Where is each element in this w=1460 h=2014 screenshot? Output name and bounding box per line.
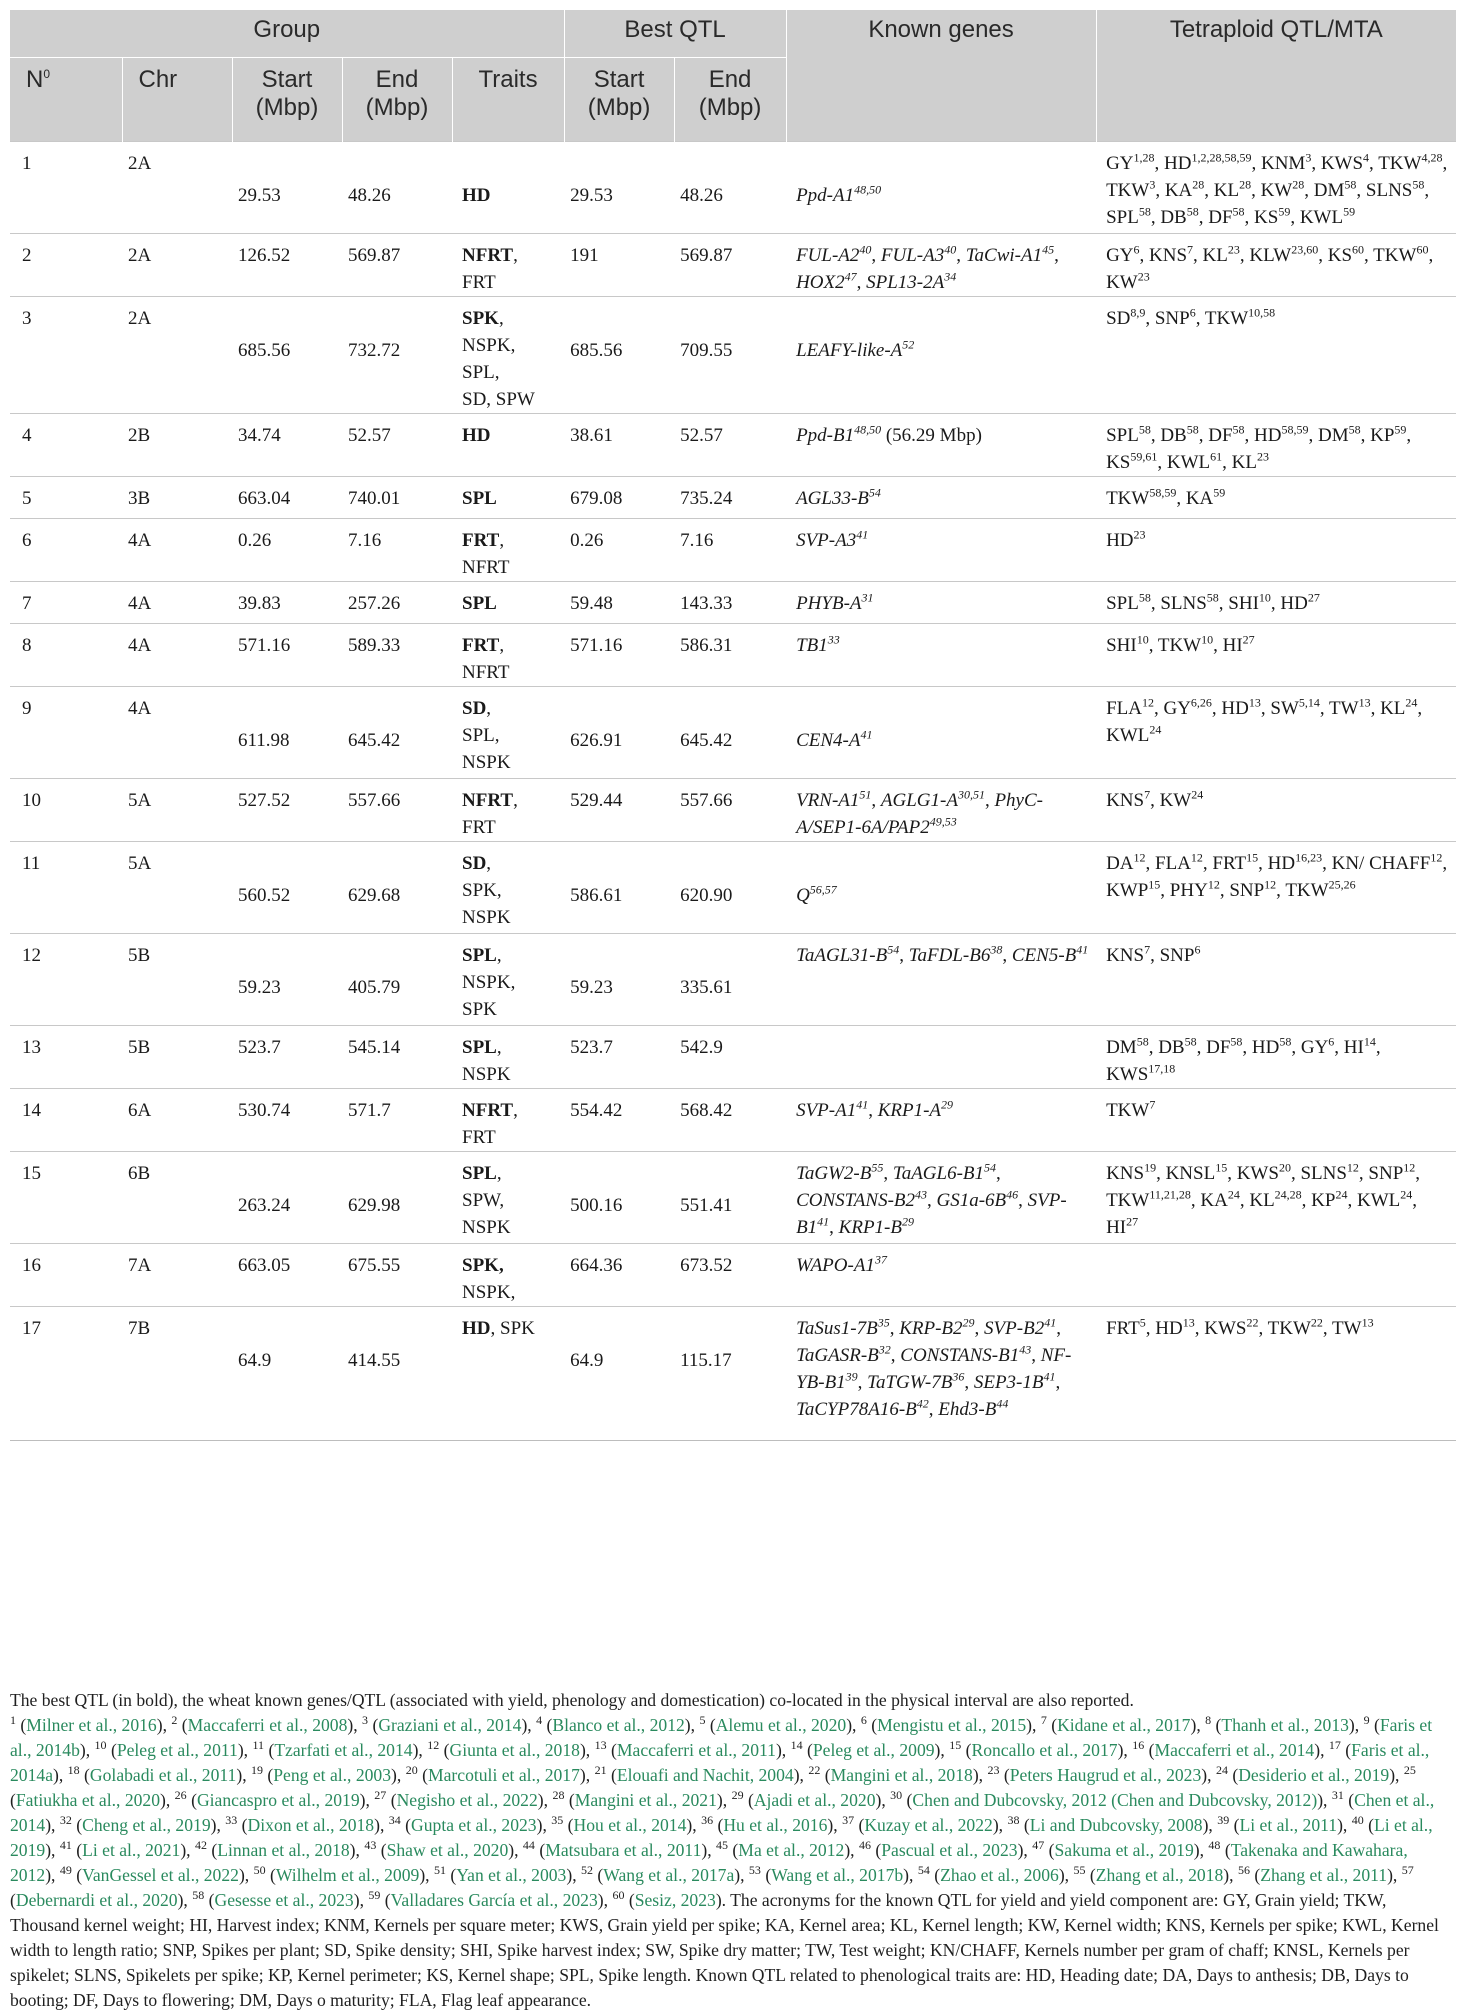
table-row <box>10 477 1456 519</box>
header-traits: Traits <box>452 58 564 142</box>
cell-end: 629.98 <box>342 1152 452 1244</box>
cell-known-genes: $TaSus1-7B^{35}$, KRP-$B2^{29}$, SVP-$B2^{41}$, TaGASR-$B^{32}$, CONSTANS-$B1^{43}$, $NF-YB-B1^{39}$, TaTGW-$7B^{36}$, $SEP3-1B^{41}$, $TaCYP78A16-B^{42}$, $Ehd3-B^{44}$ <box>786 1307 1096 1441</box>
cell-best-end: 645.42 <box>674 687 786 779</box>
cell-start: 29.53 <box>232 142 342 234</box>
cell-traits: NFRT, FRT <box>452 779 564 842</box>
cell-best-start: 500.16 <box>564 1152 674 1244</box>
cell-known-genes: SVP-$A1^{41}$, $KRP1-A^{29}$ <box>786 1089 1096 1152</box>
cell-chr: 4A <box>122 687 232 779</box>
cell-chr: 5A <box>122 842 232 934</box>
cell-end: 569.87 <box>342 234 452 297</box>
cell-traits: SPL <box>452 477 564 519</box>
cell-best-end: 620.90 <box>674 842 786 934</box>
cell-end: 545.14 <box>342 1026 452 1089</box>
header-end: End (Mbp) <box>342 58 452 142</box>
table-row <box>10 934 1456 1026</box>
cell-best-end: 115.17 <box>674 1307 786 1441</box>
cell-best-start: 523.7 <box>564 1026 674 1089</box>
cell-known-genes <box>786 1026 1096 1089</box>
cell-end: 732.72 <box>342 297 452 414</box>
cell-known-genes: LEAFY-$like-A^{52}$ <box>786 297 1096 414</box>
cell-traits: SPK, NSPK, <box>452 1244 564 1307</box>
cell-traits: FRT, NFRT <box>452 624 564 687</box>
cell-chr: 4A <box>122 582 232 624</box>
table-row <box>10 582 1456 624</box>
cell-end: 675.55 <box>342 1244 452 1307</box>
header-start: Start (Mbp) <box>232 58 342 142</box>
table-row <box>10 519 1456 582</box>
cell-start: 663.04 <box>232 477 342 519</box>
cell-start: 263.24 <box>232 1152 342 1244</box>
cell-end: 52.57 <box>342 414 452 477</box>
header-tetraploid: Tetraploid QTL/MTA <box>1096 10 1456 142</box>
cell-tetraploid: SHI$^{10}$, TKW$^{10}$, HI$^{27}$ <box>1096 624 1456 687</box>
cell-start: 611.98 <box>232 687 342 779</box>
cell-chr: 2A <box>122 297 232 414</box>
table-row <box>10 234 1456 297</box>
cell-chr: 2B <box>122 414 232 477</box>
cell-best-start: 571.16 <box>564 624 674 687</box>
cell-end: 257.26 <box>342 582 452 624</box>
cell-best-start: 529.44 <box>564 779 674 842</box>
cell-best-end: 586.31 <box>674 624 786 687</box>
cell-chr: 6A <box>122 1089 232 1152</box>
table-row <box>10 1089 1456 1152</box>
cell-number: 1 <box>10 142 122 234</box>
cell-start: 530.74 <box>232 1089 342 1152</box>
cell-best-end: 542.9 <box>674 1026 786 1089</box>
cell-best-start: 586.61 <box>564 842 674 934</box>
cell-traits: NFRT, FRT <box>452 234 564 297</box>
cell-best-end: 551.41 <box>674 1152 786 1244</box>
cell-known-genes: $TaAGL31-B^{54}$, TaFDL-$B6^{38}$, $CEN5-B^{41}$ <box>786 934 1096 1026</box>
header-number-sup: 0 <box>43 67 51 81</box>
table-row <box>10 414 1456 477</box>
cell-known-genes: Ppd-B1$^{48,50}$ (56.29 Mbp) <box>786 414 1096 477</box>
cell-tetraploid: DA$^{12}$, FLA$^{12}$, FRT$^{15}$, HD$^{16,23}$, KN/ CHAFF$^{12}$, KWP$^{15}$, PHY$^{12}$, SNP$^{12}$, TKW$^{25,26}$ <box>1096 842 1456 934</box>
cell-chr: 3B <box>122 477 232 519</box>
cell-chr: 2A <box>122 142 232 234</box>
cell-known-genes: PHYB-$A^{31}$ <box>786 582 1096 624</box>
table-row <box>10 297 1456 414</box>
cell-traits: HD, SPK <box>452 1307 564 1441</box>
cell-best-start: 0.26 <box>564 519 674 582</box>
table-row <box>10 842 1456 934</box>
cell-traits: SPK, NSPK, SPL, SD, SPW <box>452 297 564 414</box>
cell-known-genes: SVP-$A3^{41}$ <box>786 519 1096 582</box>
cell-number: 15 <box>10 1152 122 1244</box>
cell-traits: SPL, NSPK, SPK <box>452 934 564 1026</box>
cell-best-end: 335.61 <box>674 934 786 1026</box>
table-row <box>10 1244 1456 1307</box>
cell-number: 2 <box>10 234 122 297</box>
cell-tetraploid: FLA$^{12}$, GY$^{6,26}$, HD$^{13}$, SW$^{5,14}$, TW$^{13}$, KL$^{24}$, KWL$^{24}$ <box>1096 687 1456 779</box>
cell-start: 126.52 <box>232 234 342 297</box>
header-number-text: N <box>26 66 44 93</box>
cell-tetraploid: GY$^{1,28}$, HD$^{1,2,28,58,59}$, KNM$^3$, KWS$^4$, TKW$^{4,28}$, TKW$^3$, KA$^{28}$, KL$^{28}$, KW$^{28}$, DM$^{58}$, SLNS$^{58}$, SPL$^{58}$, DB$^{58}$, DF$^{58}$, KS$^{59}$, KWL$^{59}$ <box>1096 142 1456 234</box>
cell-best-start: 29.53 <box>564 142 674 234</box>
cell-chr: 4A <box>122 624 232 687</box>
cell-chr: 7A <box>122 1244 232 1307</box>
cell-traits: FRT, NFRT <box>452 519 564 582</box>
cell-known-genes: WAPO-$A1^{37}$ <box>786 1244 1096 1307</box>
cell-start: 64.9 <box>232 1307 342 1441</box>
cell-best-start: 626.91 <box>564 687 674 779</box>
table-row <box>10 1026 1456 1089</box>
cell-best-end: 735.24 <box>674 477 786 519</box>
cell-best-end: 568.42 <box>674 1089 786 1152</box>
cell-tetraploid: SPL$^{58}$, DB$^{58}$, DF$^{58}$, HD$^{58,59}$, DM$^{58}$, KP$^{59}$, KS$^{59,61}$, KWL$^{61}$, KL$^{23}$ <box>1096 414 1456 477</box>
table-row <box>10 779 1456 842</box>
cell-end: 571.7 <box>342 1089 452 1152</box>
cell-known-genes: $AGL33-B^{54}$ <box>786 477 1096 519</box>
cell-number: 16 <box>10 1244 122 1307</box>
cell-best-end: 569.87 <box>674 234 786 297</box>
cell-end: 589.33 <box>342 624 452 687</box>
cell-end: 629.68 <box>342 842 452 934</box>
cell-number: 5 <box>10 477 122 519</box>
cell-tetraploid: SPL$^{58}$, SLNS$^{58}$, SHI$^{10}$, HD$^{27}$ <box>1096 582 1456 624</box>
table-row <box>10 624 1456 687</box>
cell-best-end: 7.16 <box>674 519 786 582</box>
cell-traits: SPL, SPW, NSPK <box>452 1152 564 1244</box>
cell-traits: HD <box>452 414 564 477</box>
cell-best-start: 38.61 <box>564 414 674 477</box>
header-known-genes: Known genes <box>786 10 1096 142</box>
cell-best-end: 557.66 <box>674 779 786 842</box>
cell-tetraploid: FRT$^5$, HD$^{13}$, KWS$^{22}$, TKW$^{22}$, TW$^{13}$ <box>1096 1307 1456 1441</box>
table-body <box>10 142 1456 1441</box>
cell-number: 6 <box>10 519 122 582</box>
table-footnote <box>10 1688 1450 2013</box>
cell-chr: 4A <box>122 519 232 582</box>
header-number <box>10 58 122 142</box>
cell-best-end: 48.26 <box>674 142 786 234</box>
header-best-start: Start (Mbp) <box>564 58 674 142</box>
cell-known-genes: FUL-$A2^{40}$, FUL-$A3^{40}$, TaCwi-$A1^{45}$, $HOX2^{47}$, $SPL13-2A^{34}$ <box>786 234 1096 297</box>
cell-known-genes: $CEN4-A^{41}$ <box>786 687 1096 779</box>
header-best-qtl: Best QTL <box>564 10 786 58</box>
cell-best-end: 143.33 <box>674 582 786 624</box>
cell-traits: SPL, NSPK <box>452 1026 564 1089</box>
cell-end: 405.79 <box>342 934 452 1026</box>
cell-end: 740.01 <box>342 477 452 519</box>
cell-tetraploid: HD$^{23}$ <box>1096 519 1456 582</box>
cell-traits: SPL <box>452 582 564 624</box>
cell-start: 571.16 <box>232 624 342 687</box>
qtl-table <box>10 10 1456 1441</box>
cell-end: 48.26 <box>342 142 452 234</box>
cell-end: 7.16 <box>342 519 452 582</box>
cell-start: 59.23 <box>232 934 342 1026</box>
cell-tetraploid: TKW$^7$ <box>1096 1089 1456 1152</box>
cell-tetraploid <box>1096 1244 1456 1307</box>
cell-tetraploid: $GY^6$, KNS$^7$, KL$^{23}$, KLW$^{23,60}$, KS$^{60}$, TKW$^{60}$, KW$^{23}$ <box>1096 234 1456 297</box>
table-row <box>10 1307 1456 1441</box>
cell-tetraploid: TKW$^{58,59}$, KA$^{59}$ <box>1096 477 1456 519</box>
cell-start: 39.83 <box>232 582 342 624</box>
cell-start: 527.52 <box>232 779 342 842</box>
header-best-end: End (Mbp) <box>674 58 786 142</box>
cell-start: 663.05 <box>232 1244 342 1307</box>
cell-end: 557.66 <box>342 779 452 842</box>
cell-tetraploid: DM$^{58}$, DB$^{58}$, DF$^{58}$, HD$^{58}$, $GY^6$, HI$^{14}$, KWS$^{17,18}$ <box>1096 1026 1456 1089</box>
table-row <box>10 687 1456 779</box>
cell-number: 12 <box>10 934 122 1026</box>
cell-best-end: 52.57 <box>674 414 786 477</box>
cell-tetraploid: KNS$^7$, SNP$^6$ <box>1096 934 1456 1026</box>
cell-number: 8 <box>10 624 122 687</box>
cell-known-genes: Ppd-A1$^{48,50}$ <box>786 142 1096 234</box>
cell-tetraploid: SD$^{8,9}$, SNP$^6$, TKW$^{10,58}$ <box>1096 297 1456 414</box>
cell-known-genes: $TaGW2-B^{55}$, $TaAGL6-B1^{54}$, CONSTANS-$B2^{43}$, $GS1a-6B^{46}$, SVP-$B1^{41}$, $KRP1-B^{29}$ <box>786 1152 1096 1244</box>
cell-best-end: 673.52 <box>674 1244 786 1307</box>
cell-best-start: 664.36 <box>564 1244 674 1307</box>
cell-traits: SD, SPL, NSPK <box>452 687 564 779</box>
cell-start: 0.26 <box>232 519 342 582</box>
cell-number: 13 <box>10 1026 122 1089</box>
cell-best-start: 64.9 <box>564 1307 674 1441</box>
cell-number: 11 <box>10 842 122 934</box>
cell-best-start: 59.48 <box>564 582 674 624</box>
cell-chr: 5B <box>122 934 232 1026</box>
cell-best-start: 685.56 <box>564 297 674 414</box>
cell-best-start: 554.42 <box>564 1089 674 1152</box>
cell-end: 414.55 <box>342 1307 452 1441</box>
footnote-references: $^1$ (Milner et al., 2016), $^2$ (Maccaferri et al., 2008), $^3$ (Graziani et al., 2014), $^4$ (Blanco et al., 2012), $^5$ (Alemu et al., 2020), $^6$ (Mengistu et al., 2015), $^7$ (Kidane et al., 2017), $^8$ (Thanh et al., 2013), $^9$ (Faris et al., 2014b), $^{10}$ (Peleg et al., 2011), $^{11}$ (Tzarfati et al., 2014), $^{12}$ (Giunta et al., 2018), $^{13}$ (Maccaferri et al., 2011), $^{14}$ (Peleg et al., 2009), $^{15}$ (Roncallo et al., 2017), $^{16}$ (Maccaferri et al., 2014), $^{17}$ (Faris et al., 2014a), $^{18}$ (Golabadi et al., 2011), $^{19}$ (Peng et al., 2003), $^{20}$ (Marcotuli et al., 2017), $^{21}$ (Elouafi and Nachit, 2004), $^{22}$ (Mangini et al., 2018), $^{23}$ (Peters Haugrud et al., 2023), $^{24}$ (Desiderio et al., 2019), $^{25}$ (Fatiukha et al., 2020), $^{26}$ (Giancaspro et al., 2019), $^{27}$ (Negisho et al., 2022), $^{28}$ (Mangini et al., 2021), $^{29}$ (Ajadi et al., 2020), $^{30}$ (Chen and Dubcovsky, 2012 (Chen and Dubcovsky, 2012)), $^{31}$ (Chen et al., 2014), $^{32}$ (Cheng et al., 2019), $^{33}$ (Dixon et al., 2018), $^{34}$ (Gupta et al., 2023), $^{35}$ (Hou et al., 2014), $^{36}$ (Hu et al., 2016), $^{37}$ (Kuzay et al., 2022), $^{38}$ (Li and Dubcovsky, 2008), $^{39}$ (Li et al., 2011), $^{40}$ (Li et al., 2019), $^{41}$ (Li et al., 2021), $^{42}$ (Linnan et al., 2018), $^{43}$ (Shaw et al., 2020), $^{44}$ (Matsubara et al., 2011), $^{45}$ (Ma et al., 2012), $^{46}$ (Pascual et al., 2023), $^{47}$ (Sakuma et al., 2019), $^{48}$ (Takenaka and Kawahara, 2012), $^{49}$ (VanGessel et al., 2022), $^{50}$ (Wilhelm et al., 2009), $^{51}$ (Yan et al., 2003), $^{52}$ (Wang et al., 2017a), $^{53}$ (Wang et al., 2017b), $^{54}$ (Zhao et al., 2006), $^{55}$ (Zhang et al., 2018), $^{56}$ (Zhang et al., 2011), $^{57}$ (Debernardi et al., 2020), $^{58}$ (Gesesse et al., 2023), $^{59}$ (Valladares García et al., 2023), $^{60}$ (Sesiz, 2023). The acronyms for the known QTL for yield and yield component are: GY, Grain yield; TKW, Thousand kernel weight; HI, Harvest index; KNM, Kernels per square meter; KWS, Grain yield per spike; KA, Kernel area; KL, Kernel length; KW, Kernel width; KNS, Kernels per spike; KWL, Kernel width to length ratio; SNP, Spikes per plant; SD, Spike density; SHI, Spike harvest index; SW, Spike dry matter; TW, Test weight; KN/CHAFF, Kernels number per gram of chaff; KNSL, Kernels per spikelet; SLNS, Spikelets per spike; KP, Kernel perimeter; KS, Kernel shape; SPL, Spike length. Known QTL related to phenological traits are: HD, Heading date; DA, Days to anthesis; DB, Days to booting; DF, Days to flowering; DM, Days o maturity; FLA, Flag leaf appearance. <box>10 1713 1439 2010</box>
table-row <box>10 1152 1456 1244</box>
cell-known-genes: VRN-$A1^{51}$, $AGLG1-A^{30,51}$, PhyC-A/SEP1-6A/PAP2$^{49,53}$ <box>786 779 1096 842</box>
cell-tetraploid: KNS$^{19}$, KNSL$^{15}$, KWS$^{20}$, SLNS$^{12}$, SNP$^{12}$, TKW$^{11,21,28}$, KA$^{24}$, KL$^{24,28}$, KP$^{24}$, KWL$^{24}$, HI$^{27}$ <box>1096 1152 1456 1244</box>
cell-best-start: 191 <box>564 234 674 297</box>
cell-chr: 5A <box>122 779 232 842</box>
cell-number: 10 <box>10 779 122 842</box>
cell-best-start: 59.23 <box>564 934 674 1026</box>
cell-known-genes: $TB1^{33}$ <box>786 624 1096 687</box>
cell-chr: 2A <box>122 234 232 297</box>
cell-start: 560.52 <box>232 842 342 934</box>
cell-traits: NFRT, FRT <box>452 1089 564 1152</box>
cell-number: 4 <box>10 414 122 477</box>
cell-chr: 6B <box>122 1152 232 1244</box>
header-group: Group <box>10 10 564 58</box>
cell-number: 9 <box>10 687 122 779</box>
cell-number: 14 <box>10 1089 122 1152</box>
cell-chr: 5B <box>122 1026 232 1089</box>
cell-tetraploid: KNS$^7$, KW$^{24}$ <box>1096 779 1456 842</box>
cell-traits: SD, SPK, NSPK <box>452 842 564 934</box>
cell-end: 645.42 <box>342 687 452 779</box>
cell-start: 523.7 <box>232 1026 342 1089</box>
cell-start: 685.56 <box>232 297 342 414</box>
cell-best-start: 679.08 <box>564 477 674 519</box>
table-header <box>10 10 1456 142</box>
cell-best-end: 709.55 <box>674 297 786 414</box>
cell-start: 34.74 <box>232 414 342 477</box>
cell-chr: 7B <box>122 1307 232 1441</box>
cell-number: 17 <box>10 1307 122 1441</box>
footnote-lead: The best QTL (in bold), the wheat known genes/QTL (associated with yield, phenology and domestication) co-located in the physical interval are also reported. <box>10 1690 1134 1710</box>
header-chr: Chr <box>122 58 232 142</box>
cell-number: 7 <box>10 582 122 624</box>
cell-known-genes: Q$^{56,57}$ <box>786 842 1096 934</box>
table-row <box>10 142 1456 234</box>
cell-traits: HD <box>452 142 564 234</box>
cell-number: 3 <box>10 297 122 414</box>
